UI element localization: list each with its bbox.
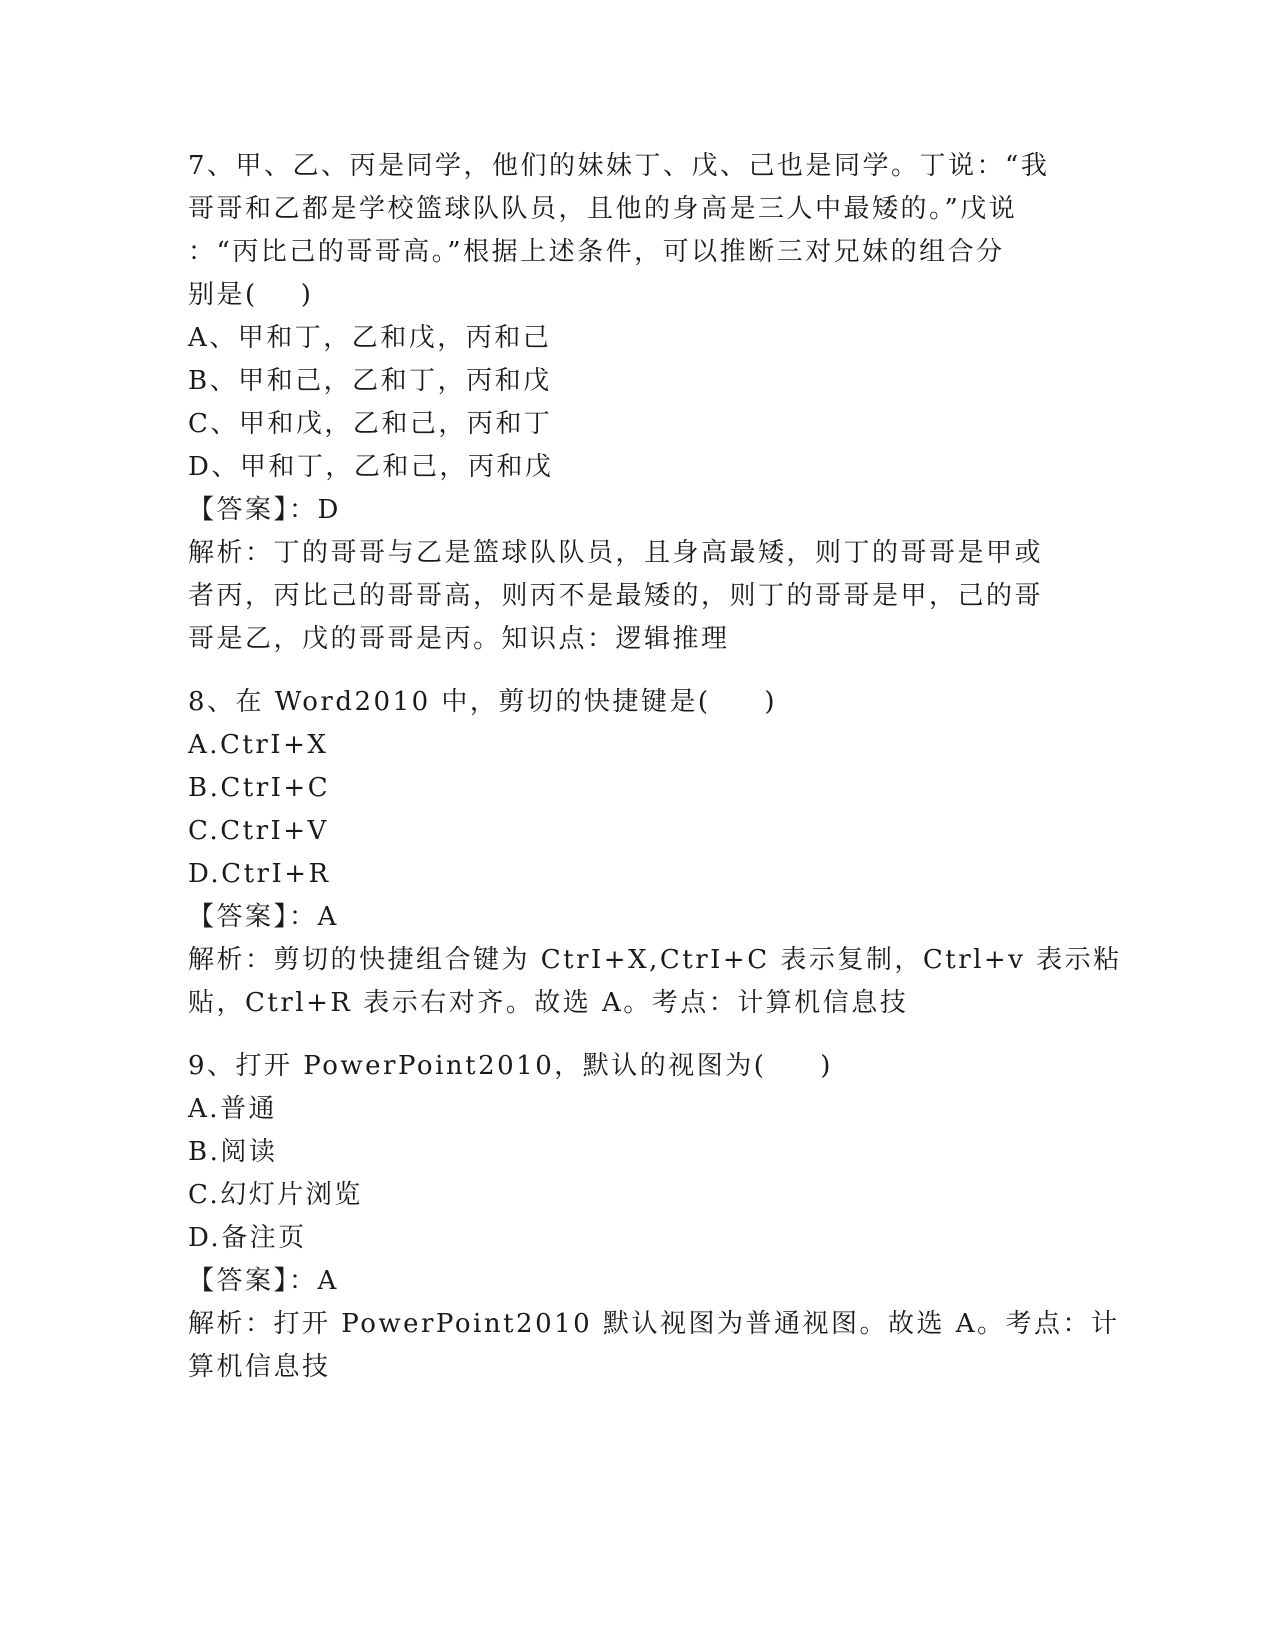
question-7 (188, 145, 1068, 661)
option-d: D、甲和丁，乙和己，丙和戊 (188, 452, 554, 482)
question-spacer (188, 661, 1068, 681)
question-stem-line: 8、在 Word2010 中，剪切的快捷键是( ) (188, 687, 778, 717)
analysis-line: 哥是乙，戊的哥哥是丙。知识点：逻辑推理 (188, 624, 730, 654)
answer-line: 【答案】：A (188, 1266, 339, 1296)
question-8 (188, 681, 1122, 1025)
question-stem-line: 别是( ) (188, 280, 314, 310)
question-stem-line: 7、甲、乙、丙是同学，他们的妹妹丁、戊、己也是同学。丁说：“我 (188, 151, 1050, 181)
question-stem-line: ：“丙比己的哥哥高。”根据上述条件，可以推断三对兄妹的组合分 (188, 237, 1005, 267)
option-d: D.CtrI+R (188, 859, 331, 889)
option-c: C.幻灯片浏览 (188, 1180, 363, 1210)
question-9 (188, 1045, 1120, 1389)
analysis-line: 者丙，丙比己的哥哥高，则丙不是最矮的，则丁的哥哥是甲，己的哥 (188, 581, 1044, 611)
analysis-line: 贴，Ctrl+R 表示右对齐。故选 A。考点：计算机信息技 (188, 988, 909, 1018)
option-a: A.CtrI+X (188, 730, 329, 760)
option-b: B.阅读 (188, 1137, 278, 1167)
option-a: A、甲和丁，乙和戊，丙和己 (188, 323, 552, 353)
answer-line: 【答案】：A (188, 902, 339, 932)
analysis-line: 解析：打开 PowerPoint2010 默认视图为普通视图。故选 A。考点：计 (188, 1309, 1120, 1339)
document-body (188, 145, 1122, 1389)
analysis-line: 算机信息技 (188, 1352, 331, 1382)
option-c: C.CtrI+V (188, 816, 329, 846)
option-b: B、甲和己，乙和丁，丙和戊 (188, 366, 552, 396)
option-c: C、甲和戊，乙和己，丙和丁 (188, 409, 553, 439)
analysis-line: 解析：丁的哥哥与乙是篮球队队员，且身高最矮，则丁的哥哥是甲或 (188, 538, 1044, 568)
option-a: A.普通 (188, 1094, 278, 1124)
option-d: D.备注页 (188, 1223, 307, 1253)
option-b: B.CtrI+C (188, 773, 331, 803)
question-spacer (188, 1025, 1068, 1045)
analysis-line: 解析：剪切的快捷组合键为 CtrI+X,CtrI+C 表示复制，Ctrl+v 表示粘 (188, 945, 1122, 975)
question-stem-line: 哥哥和乙都是学校篮球队队员，且他的身高是三人中最矮的。”戊说 (188, 194, 1018, 224)
answer-line: 【答案】：D (188, 495, 341, 525)
question-stem-line: 9、打开 PowerPoint2010，默认的视图为( ) (188, 1051, 833, 1081)
